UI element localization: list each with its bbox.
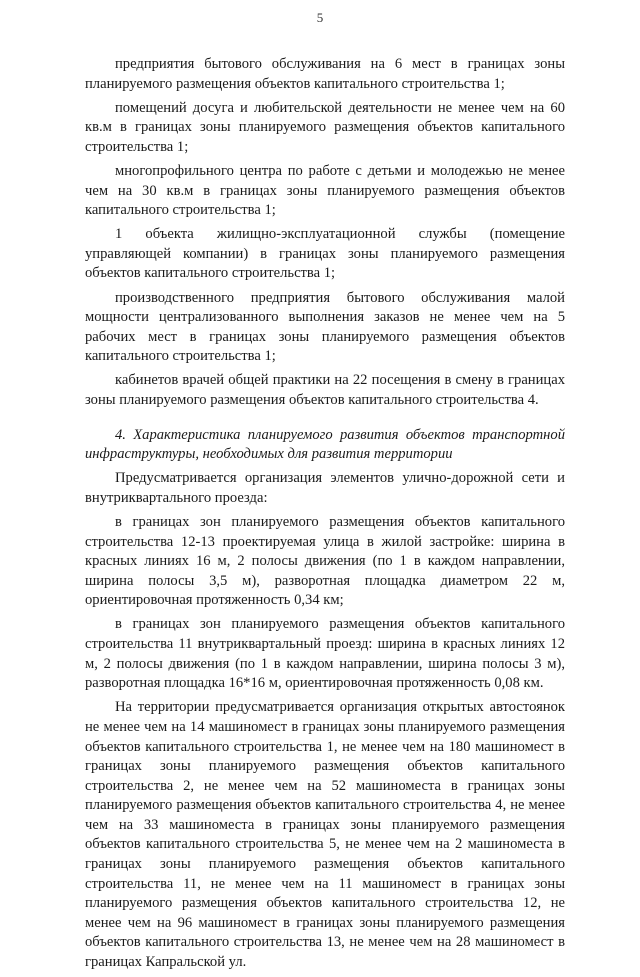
document-body: [85, 55, 565, 977]
section-heading: 4. Характеристика планируемого развития объектов транспортной инфраструктуры, необходимых для развития территории: [85, 426, 565, 463]
parking-paragraph: На территории предусматривается организация открытых автостоянок не менее чем на 14 машиномест в границах зоны планируемого размещения объектов капитального строительства 1, не менее чем на 180 машиномест в границах зоны планируемого размещения объектов капитального строительства 2, не менее чем на 52 машиноместа в границах зоны планируемого размещения объектов капитального строительства 4, не менее чем на 33 машиноместа в границах зоны планируемого размещения объектов капитального строительства 5, не менее чем на 2 машиноместа в границах зоны планируемого размещения объектов капитального строительства 11, не менее чем на 11 машиномест в границах зоны планируемого размещения объектов капитального строительства 12, не менее чем на 96 машиномест в границах зоны планируемого размещения объектов капитального строительства 13, не менее чем на 28 машиномест в границах Капральской ул.: [85, 699, 565, 971]
list-item-doctors-offices: кабинетов врачей общей практики на 22 посещения в смену в границах зоны планируемого размещения объектов капитального строительства 4.: [85, 372, 565, 408]
list-item-housing-service: 1 объекта жилищно-эксплуатационной службы (помещение управляющей компании) в границах зоны планируемого размещения объектов капитального строительства 1;: [85, 226, 565, 282]
driveway-paragraph: в границах зон планируемого размещения объектов капитального строительства 11 внутриквартальный проезд: ширина в красных линиях 12 м, 2 полосы движения (по 1 в каждом направлении, ширина полосы 3 м), разворотная площадка 16*16 м, ориентировочная протяженность 0,08 км.: [85, 616, 565, 692]
page-number: 5: [316, 10, 324, 25]
list-item-youth-center: многопрофильного центра по работе с детьми и молодежью не менее чем на 30 кв.м в границах зоны планируемого размещения объектов капитального строительства 1;: [85, 162, 565, 219]
section-intro-paragraph: Предусматривается организация элементов улично-дорожной сети и внутриквартального проезда:: [85, 470, 565, 506]
street-paragraph: в границах зон планируемого размещения объектов капитального строительства 12-13 проектируемая улица в жилой застройке: ширина в красных линиях 16 м, 2 полосы движения (по 1 в каждом направлении, ширина полосы 3,5 м), разворотная площадка диаметром 22 м, ориентировочная протяженность 0,34 км;: [85, 513, 565, 609]
list-item-consumer-services: предприятия бытового обслуживания на 6 мест в границах зоны планируемого размещения объектов капитального строительства 1;: [85, 56, 565, 92]
list-item-production-enterprise: производственного предприятия бытового обслуживания малой мощности централизованного выполнения заказов не менее чем на 5 рабочих мест в границах зоны планируемого размещения объектов капитального строительства 1;: [85, 289, 565, 365]
list-item-leisure-rooms: помещений досуга и любительской деятельности не менее чем на 60 кв.м в границах зоны планируемого размещения объектов капитального строительства 1;: [85, 99, 565, 155]
